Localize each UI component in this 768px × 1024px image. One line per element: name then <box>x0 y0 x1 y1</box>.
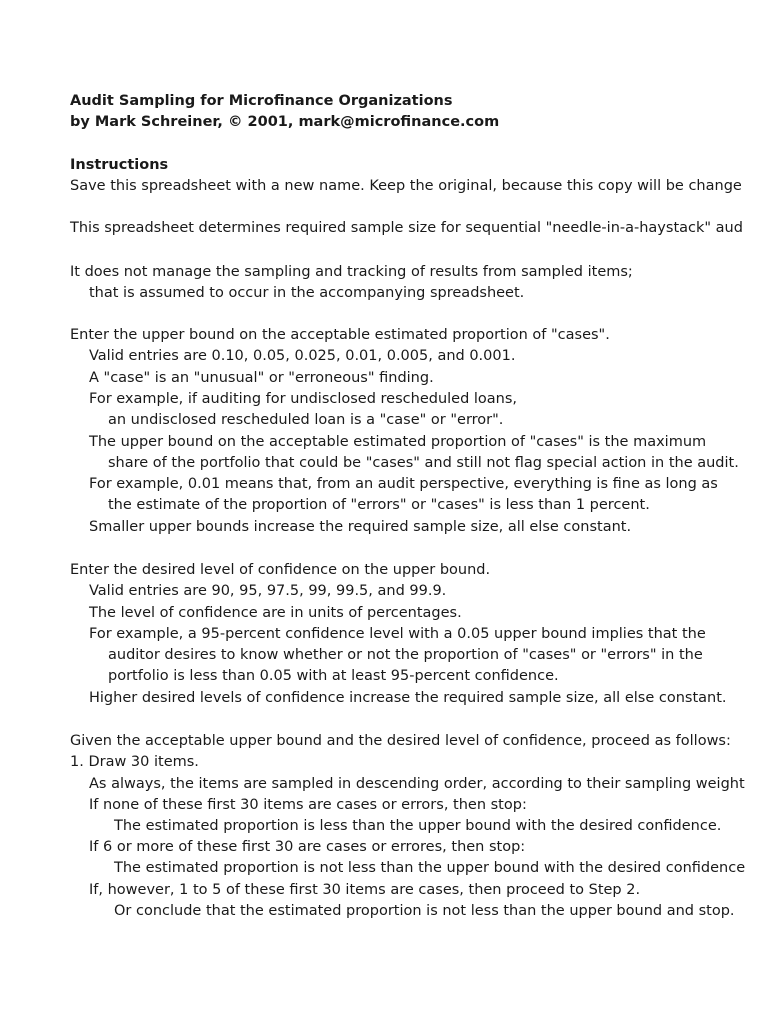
upper-bound-definition: The upper bound on the acceptable estimated proportion of "cases" is the maximum <box>89 434 707 450</box>
case-definition: A "case" is an "unusual" or "erroneous" finding. <box>89 370 434 386</box>
one-to-five-cases-alternative: Or conclude that the estimated proportion is not less than the upper bound and stop. <box>114 903 735 919</box>
instructions-heading: Instructions <box>70 157 169 173</box>
scope-text: It does not manage the sampling and tracking of results from sampled items; <box>70 264 633 280</box>
case-example-continued: an undisclosed rescheduled loan is a "case" or "error". <box>108 412 504 428</box>
save-instruction: Save this spreadsheet with a new name. Keep the original, because this copy will be change <box>70 178 742 194</box>
upper-bound-example-continued: the estimate of the proportion of "errors" or "cases" is less than 1 percent. <box>108 497 650 513</box>
confidence-valid-entries: Valid entries are 90, 95, 97.5, 99, 99.5, and 99.9. <box>89 583 447 599</box>
upper-bound-definition-continued: share of the portfolio that could be "cases" and still not flag special action in the audit. <box>108 455 739 471</box>
upper-bound-valid-entries: Valid entries are 0.10, 0.05, 0.025, 0.01, 0.005, and 0.001. <box>89 348 516 364</box>
step-1: 1. Draw 30 items. <box>70 754 199 770</box>
confidence-example-continued: auditor desires to know whether or not the proportion of "cases" or "errors" in the <box>108 647 703 663</box>
six-plus-cases-rule: If 6 or more of these first 30 are cases or errores, then stop: <box>89 839 526 855</box>
purpose-text: This spreadsheet determines required sample size for sequential "needle-in-a-haystack" aud <box>70 220 743 236</box>
confidence-effect: Higher desired levels of confidence increase the required sample size, all else constant. <box>89 690 727 706</box>
confidence-heading: Enter the desired level of confidence on the upper bound. <box>70 562 491 578</box>
no-cases-rule: If none of these first 30 items are cases or errors, then stop: <box>89 797 527 813</box>
one-to-five-cases-rule: If, however, 1 to 5 of these first 30 items are cases, then proceed to Step 2. <box>89 882 641 898</box>
confidence-example: For example, a 95-percent confidence level with a 0.05 upper bound implies that the <box>89 626 706 642</box>
procedure-intro: Given the acceptable upper bound and the desired level of confidence, proceed as follows: <box>70 733 731 749</box>
scope-text-continued: that is assumed to occur in the accompanying spreadsheet. <box>89 285 525 301</box>
six-plus-cases-conclusion: The estimated proportion is not less than the upper bound with the desired confidence <box>114 860 746 876</box>
upper-bound-example: For example, 0.01 means that, from an audit perspective, everything is fine as long as <box>89 476 718 492</box>
author-byline: by Mark Schreiner, © 2001, mark@microfinance.com <box>70 114 500 130</box>
sampling-order-note: As always, the items are sampled in descending order, according to their sampling weight <box>89 776 745 792</box>
confidence-units: The level of confidence are in units of percentages. <box>89 605 462 621</box>
confidence-example-continued-2: portfolio is less than 0.05 with at least 95-percent confidence. <box>108 668 559 684</box>
case-example: For example, if auditing for undisclosed rescheduled loans, <box>89 391 518 407</box>
upper-bound-effect: Smaller upper bounds increase the required sample size, all else constant. <box>89 519 632 535</box>
no-cases-conclusion: The estimated proportion is less than the upper bound with the desired confidence. <box>114 818 722 834</box>
document-title: Audit Sampling for Microfinance Organizations <box>70 93 453 109</box>
upper-bound-heading: Enter the upper bound on the acceptable estimated proportion of "cases". <box>70 327 610 343</box>
